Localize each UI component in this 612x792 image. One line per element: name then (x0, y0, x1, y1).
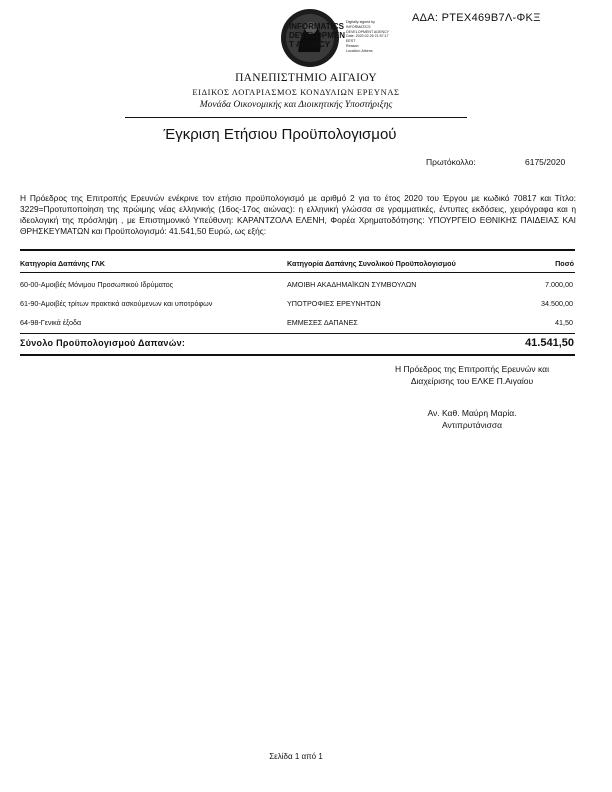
logo-text-line: T AGENCY (289, 40, 331, 49)
ada-code: ΑΔΑ: ΡΤΕΧ469Β7Λ-ΦΚΞ (412, 12, 541, 24)
university-name: ΠΑΝΕΠΙΣΤΗΜΙΟ ΑΙΓΑΙΟΥ (235, 72, 377, 84)
row-category: ΑΜΟΙΒΗ ΑΚΑΔΗΜΑΪΚΩΝ ΣΥΜΒΟΥΛΩΝ (287, 280, 417, 289)
signatory-name: Αν. Καθ. Μαύρη Μαρία. (427, 408, 517, 418)
total-label: Σύνολο Προϋπολογισμού Δαπανών: (20, 338, 186, 348)
page-number: Σελίδα 1 από 1 (269, 752, 323, 761)
table-total-rule (20, 333, 575, 334)
row-glk: 64-98-Γενικά έξοδα (20, 318, 82, 327)
row-category: ΥΠΟΤΡΟΦΙΕΣ ΕΡΕΥΝΗΤΩΝ (287, 299, 381, 308)
stamp-line: Reason: (346, 43, 360, 48)
table-header-rule (20, 272, 575, 273)
table-bottom-rule (20, 354, 575, 356)
document-title: Έγκριση Ετήσιου Προϋπολογισμού (163, 126, 397, 143)
approval-paragraph: Η Πρόεδρος της Επιτροπής Ερευνών ενέκρινε τον ετήσιο προϋπολογισμό με αριθμό 2 για το έτος 2020 του Έργου με κωδικό 70817 και Τίτλο: 3229=Προτυποποίηση της πρώιμης νέας ελληνικής (16ος-17ος αιώνας): η ελληνική γλώσσα σε γραμματικές, έντυπες εκδόσεις, χειρόγραφα και η ιδεολογική της πρόσληψη , με Επιστημονικό Υπεύθυνη: ΚΑΡΑΝΤΖΟΛΑ ΕΛΕΝΗ, Φορέα Χρηματοδότησης: ΥΠΟΥΡΓΕΙΟ ΕΘΝΙΚΗΣ ΠΑΙΔΕΙΑΣ ΚΑΙ ΘΡΗΣΚΕΥΜΑΤΩΝ και Προϋπολογισμό: 41.541,50 Ευρώ, ως εξής: (20, 193, 576, 236)
unit-name: Μονάδα Οικονομικής και Διοικητικής Υποστήριξης (199, 100, 393, 110)
row-amount: 7.000,00 (545, 280, 573, 289)
stamp-line: Location: Athens (346, 48, 373, 53)
total-value: 41.541,50 (525, 337, 574, 349)
column-header-glk: Κατηγορία Δαπάνης ΓΛΚ (20, 259, 105, 268)
signatory-title-line2: Διαχείρισης του ΕΛΚΕ Π.Αιγαίου (410, 376, 534, 386)
stamp-line: EEST (346, 39, 356, 44)
protocol-number: 6175/2020 (525, 157, 566, 167)
column-header-amount: Ποσό (555, 259, 574, 268)
account-name: ΕΙΔΙΚΟΣ ΛΟΓΑΡΙΑΣΜΟΣ ΚΟΝΔΥΛΙΩΝ ΕΡΕΥΝΑΣ (192, 87, 400, 97)
column-header-category: Κατηγορία Δαπάνης Συνολικού Προϋπολογισμού (287, 259, 456, 268)
header-divider (125, 117, 467, 118)
stamp-line: INFORMATICS (346, 24, 371, 29)
stamp-line: DEVELOPMENT AGENCY (346, 29, 390, 34)
protocol-label: Πρωτόκολλο: (426, 157, 476, 167)
digital-signature-stamp (346, 20, 408, 54)
signatory-title-line1: Η Πρόεδρος της Επιτροπής Ερευνών και (395, 364, 549, 374)
row-glk: 60-00-Αμοιβές Μόνιμου Προσωπικού Ιδρύματος (20, 280, 174, 289)
logo-text-line: DEVELOPMEN (289, 31, 346, 40)
stamp-line: Digitally signed by (346, 20, 375, 24)
table-top-rule (20, 249, 575, 251)
row-category: ΕΜΜΕΣΕΣ ΔΑΠΑΝΕΣ (287, 318, 358, 327)
signatory-role: Αντιπρυτάνισσα (441, 420, 503, 430)
row-amount: 41,50 (555, 318, 573, 327)
row-glk: 61-90-Αμοιβές τρίτων πρακτικά ασκούμενων και υποτρόφων (20, 299, 213, 308)
logo-overlay-text (289, 22, 345, 49)
stamp-line: Date: 2020.02.26 21:57:17 (346, 34, 389, 39)
row-amount: 34.500,00 (541, 299, 573, 308)
logo-text-line: INFORMATICS (289, 22, 344, 31)
